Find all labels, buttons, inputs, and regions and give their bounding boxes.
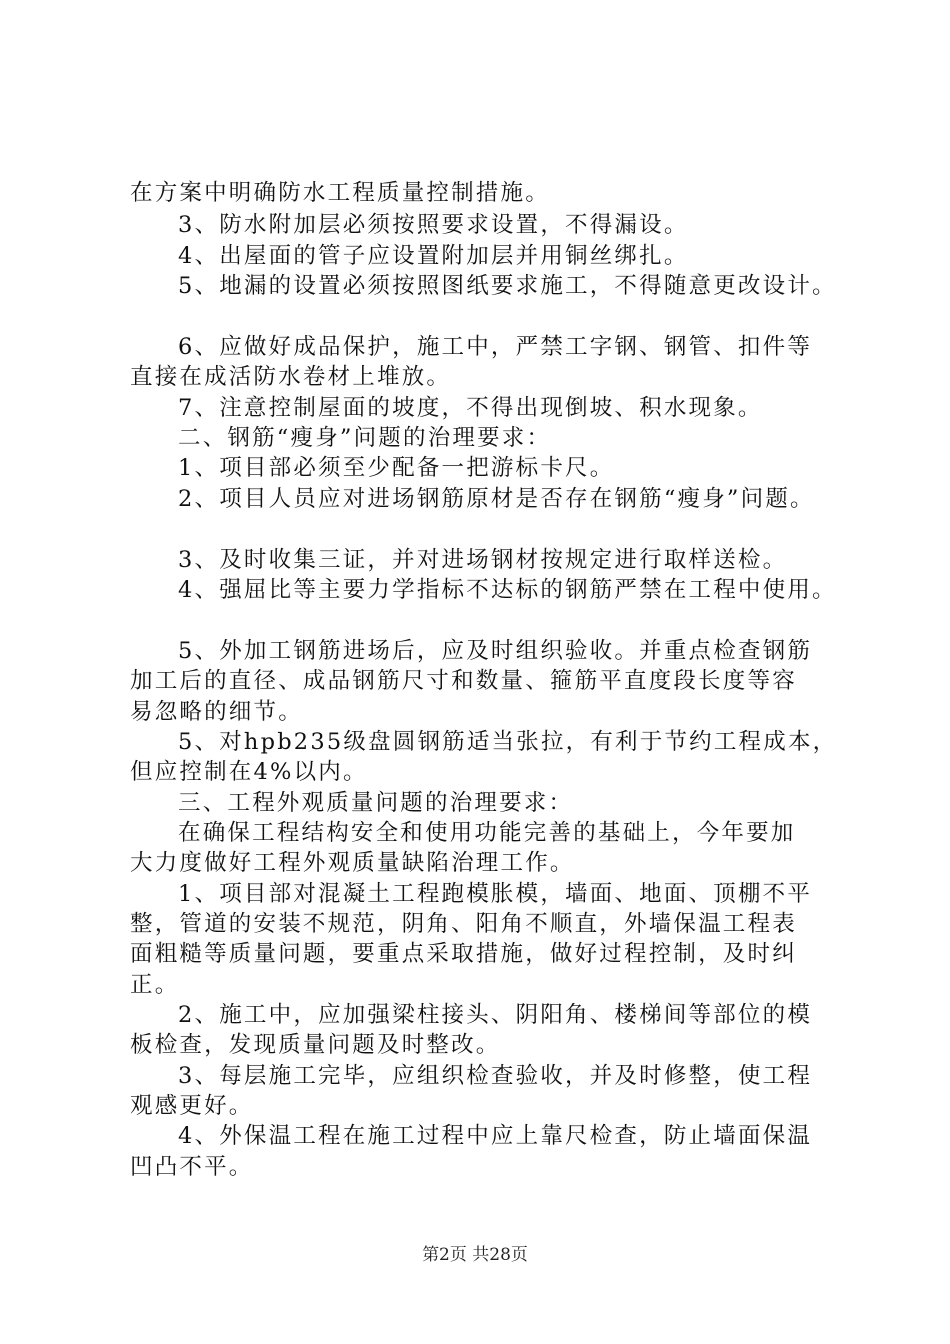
page-footer: 第2页 共28页 (422, 1245, 528, 1265)
text-line: 但应控制在4%以内。 (130, 759, 368, 785)
text-line: 5、地漏的设置必须按照图纸要求施工，不得随意更改设计。 (178, 273, 837, 299)
text-line: 面粗糙等质量问题，要重点采取措施，做好过程控制，及时纠 (130, 941, 797, 967)
text-line: 加工后的直径、成品钢筋尺寸和数量、箍筋平直度段长度等容 (130, 668, 797, 694)
text-line: 整，管道的安装不规范，阴角、阳角不顺直，外墙保温工程表 (130, 911, 797, 937)
text-line: 2、项目人员应对进场钢筋原材是否存在钢筋“瘦身”问题。 (178, 486, 815, 512)
text-line: 在确保工程结构安全和使用功能完善的基础上，今年要加 (178, 820, 796, 846)
text-line: 板检查，发现质量问题及时整改。 (130, 1032, 501, 1058)
text-line: 5、外加工钢筋进场后，应及时组织验收。并重点检查钢筋 (178, 638, 813, 664)
text-line: 凹凸不平。 (130, 1154, 254, 1180)
text-line: 2、施工中，应加强梁柱接头、阴阳角、楼梯间等部位的模 (178, 1002, 813, 1028)
section-heading: 二、钢筋“瘦身”问题的治理要求： (178, 425, 552, 451)
text-line: 5、对hpb235级盘圆钢筋适当张拉，有利于节约工程成本， (178, 729, 838, 755)
text-line: 1、项目部对混凝土工程跑模胀模，墙面、地面、顶棚不平 (178, 881, 813, 907)
text-line: 大力度做好工程外观质量缺陷治理工作。 (130, 850, 575, 876)
text-line: 3、每层施工完毕，应组织检查验收，并及时修整，使工程 (178, 1063, 813, 1089)
text-line: 4、外保温工程在施工过程中应上靠尺检查，防止墙面保温 (178, 1123, 813, 1149)
text-line: 在方案中明确防水工程质量控制措施。 (130, 180, 550, 206)
section-heading: 三、工程外观质量问题的治理要求： (178, 790, 574, 816)
text-line: 直接在成活防水卷材上堆放。 (130, 364, 452, 390)
text-line: 6、应做好成品保护，施工中，严禁工字钢、钢管、扣件等 (178, 334, 813, 360)
text-line: 7、注意控制屋面的坡度，不得出现倒坡、积水现象。 (178, 395, 763, 421)
text-line: 3、防水附加层必须按照要求设置，不得漏设。 (178, 212, 689, 238)
text-line: 1、项目部必须至少配备一把游标卡尺。 (178, 455, 615, 481)
text-line: 3、及时收集三证，并对进场钢材按规定进行取样送检。 (178, 547, 788, 573)
text-line: 4、强屈比等主要力学指标不达标的钢筋严禁在工程中使用。 (178, 577, 837, 603)
text-line: 观感更好。 (130, 1093, 254, 1119)
text-line: 4、出屋面的管子应设置附加层并用铜丝绑扎。 (178, 243, 689, 269)
text-line: 易忽略的细节。 (130, 699, 303, 725)
text-line: 正。 (130, 972, 180, 998)
